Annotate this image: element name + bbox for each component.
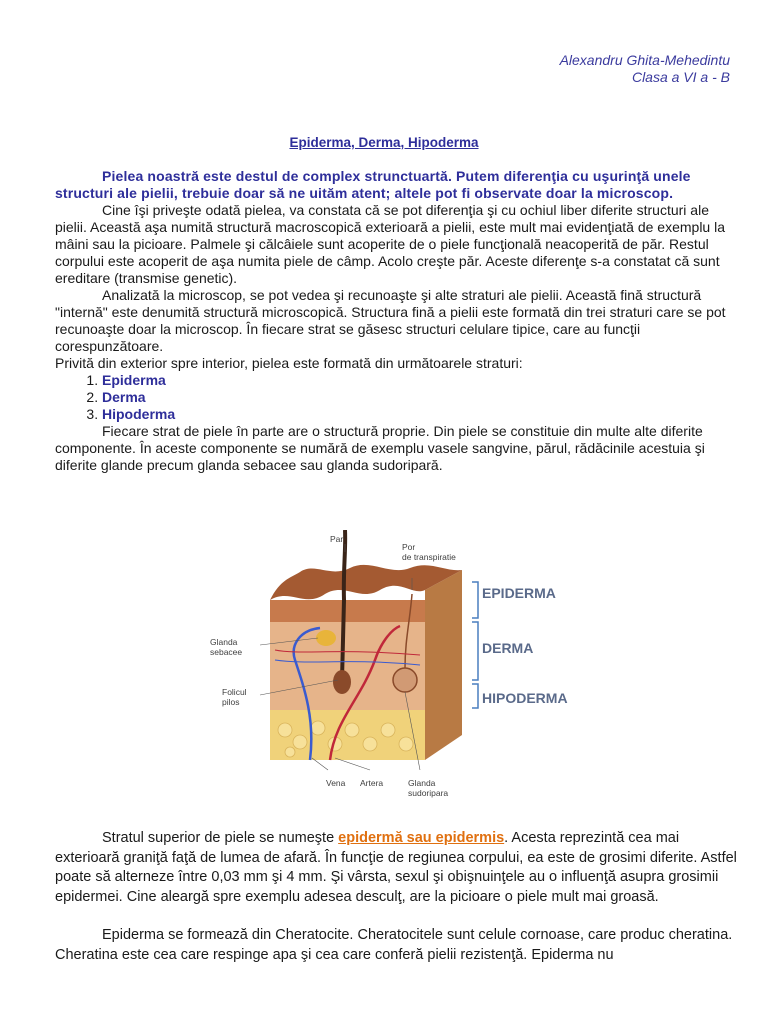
label-hipoderma: HIPODERMA xyxy=(482,690,568,706)
paragraph-epidermis xyxy=(55,829,745,907)
hair-follicle xyxy=(333,670,351,694)
intro-paragraph: Pielea noastră este destul de complex strunctuartă. Putem diferenţia cu uşurinţă unele structuri ale pielii, trebuie doar să ne uităm atent; altele pot fi observate doar la microscop. xyxy=(55,168,691,201)
label-artera: Artera xyxy=(360,778,384,788)
sebaceous-gland xyxy=(316,630,336,646)
label-folicul-2: pilos xyxy=(222,697,240,707)
layers-list xyxy=(55,372,737,423)
paragraph-cheratocite: Epiderma se formează din Cheratocite. Cheratocitele sunt celule cornoase, care produc cheratina. Cheratina este cea care respinge apa şi cea care conferă pielii rezistenţă. Epiderma nu xyxy=(55,927,733,963)
label-glanda-sudoripara-2: sudoripara xyxy=(408,788,449,798)
label-vena: Vena xyxy=(326,778,346,788)
layer-brackets xyxy=(472,582,478,708)
label-glanda-sebacee: Glanda xyxy=(210,637,238,647)
label-folicul: Folicul xyxy=(222,687,247,697)
paragraph-microscopic: Analizată la microscop, se pot vedea şi recunoaşte şi alte straturi ale pielii. Această fină structură "internă" este denumită structură microscopică. Structura fină a pielii este formată din trei straturi care se pot recunoaşte doar la microscop. În fiecare strat se găsesc structuri celulare tipice, care au funcţii corespunzătoare. xyxy=(55,287,726,354)
skin-cross-section-illustration xyxy=(200,530,580,805)
author-block xyxy=(560,52,730,86)
list-item-hipoderma: 3. Hipoderma xyxy=(102,406,737,423)
skin-diagram xyxy=(200,530,580,805)
paragraph-macroscopic: Cine îşi priveşte odată pielea, va constata că se pot diferenţia şi cu ochiul liber diferite structuri ale pielii. Această aşa numită structură macroscopică exterioară a pielii, este mult mai evidenţiată de exemplu la mâini sau la picioare. Palmele şi călcâiele sunt acoperite de o piele funcţională neacoperită de păr. Restul corpului este acoperit de aşa numita piele de câmp. Acolo creşte păr. Aceste diferenţe s-a constatat că sunt ereditare (transmise genetic). xyxy=(55,202,725,286)
block-side-face xyxy=(425,570,462,760)
label-glanda-sudoripara: Glanda xyxy=(408,778,436,788)
epidermis-section xyxy=(55,829,745,965)
list-item-derma: 2. Derma xyxy=(102,389,737,406)
main-content xyxy=(55,168,737,474)
author-class: Clasa a VI a - B xyxy=(631,69,730,85)
epidermis-layer xyxy=(270,600,425,622)
label-par: Par xyxy=(330,534,344,544)
label-epiderma: EPIDERMA xyxy=(482,585,556,601)
label-derma: DERMA xyxy=(482,640,534,656)
epidermis-text-before: Stratul superior de piele se numeşte xyxy=(102,830,339,846)
label-glanda-sebacee-2: sebacee xyxy=(210,647,243,657)
label-por-2: de transpiratie xyxy=(402,552,456,562)
paragraph-components: Fiecare strat de piele în parte are o structură proprie. Din piele se constituie din multe alte diferite componente. În aceste componente se numără de exemplu vasele sangvine, părul, rădăcinile acestuia şi diferite glande precum glanda sebacee sau glanda sudoripară. xyxy=(55,423,705,473)
page-title: Epiderma, Derma, Hipoderma xyxy=(289,135,479,150)
list-item-epiderma: 1. Epiderma xyxy=(102,372,737,389)
label-por: Por xyxy=(402,542,416,552)
epidermis-text-after: . Acesta reprezintă cea mai exterioară graniţă faţă de lumea de afară. În funcţie de regiunea corpului, ea este de grosimi diferite. Astfel poate să alterneze între 0,03 mm şi 4 mm. Şi vârsta, sexul şi obişnuinţele au o influenţă asupra grosimii epidermei. Cine aleargă spre exemplu adesea desculţ, are la picioare o piele mult mai groasă. xyxy=(55,830,737,905)
author-name: Alexandru Ghita-Mehedintu xyxy=(559,52,730,68)
sweat-gland xyxy=(393,668,417,692)
list-intro: Privită din exterior spre interior, pielea este formată din următoarele straturi: xyxy=(55,355,523,371)
epidermis-link[interactable]: epidermă sau epidermis xyxy=(338,830,505,846)
